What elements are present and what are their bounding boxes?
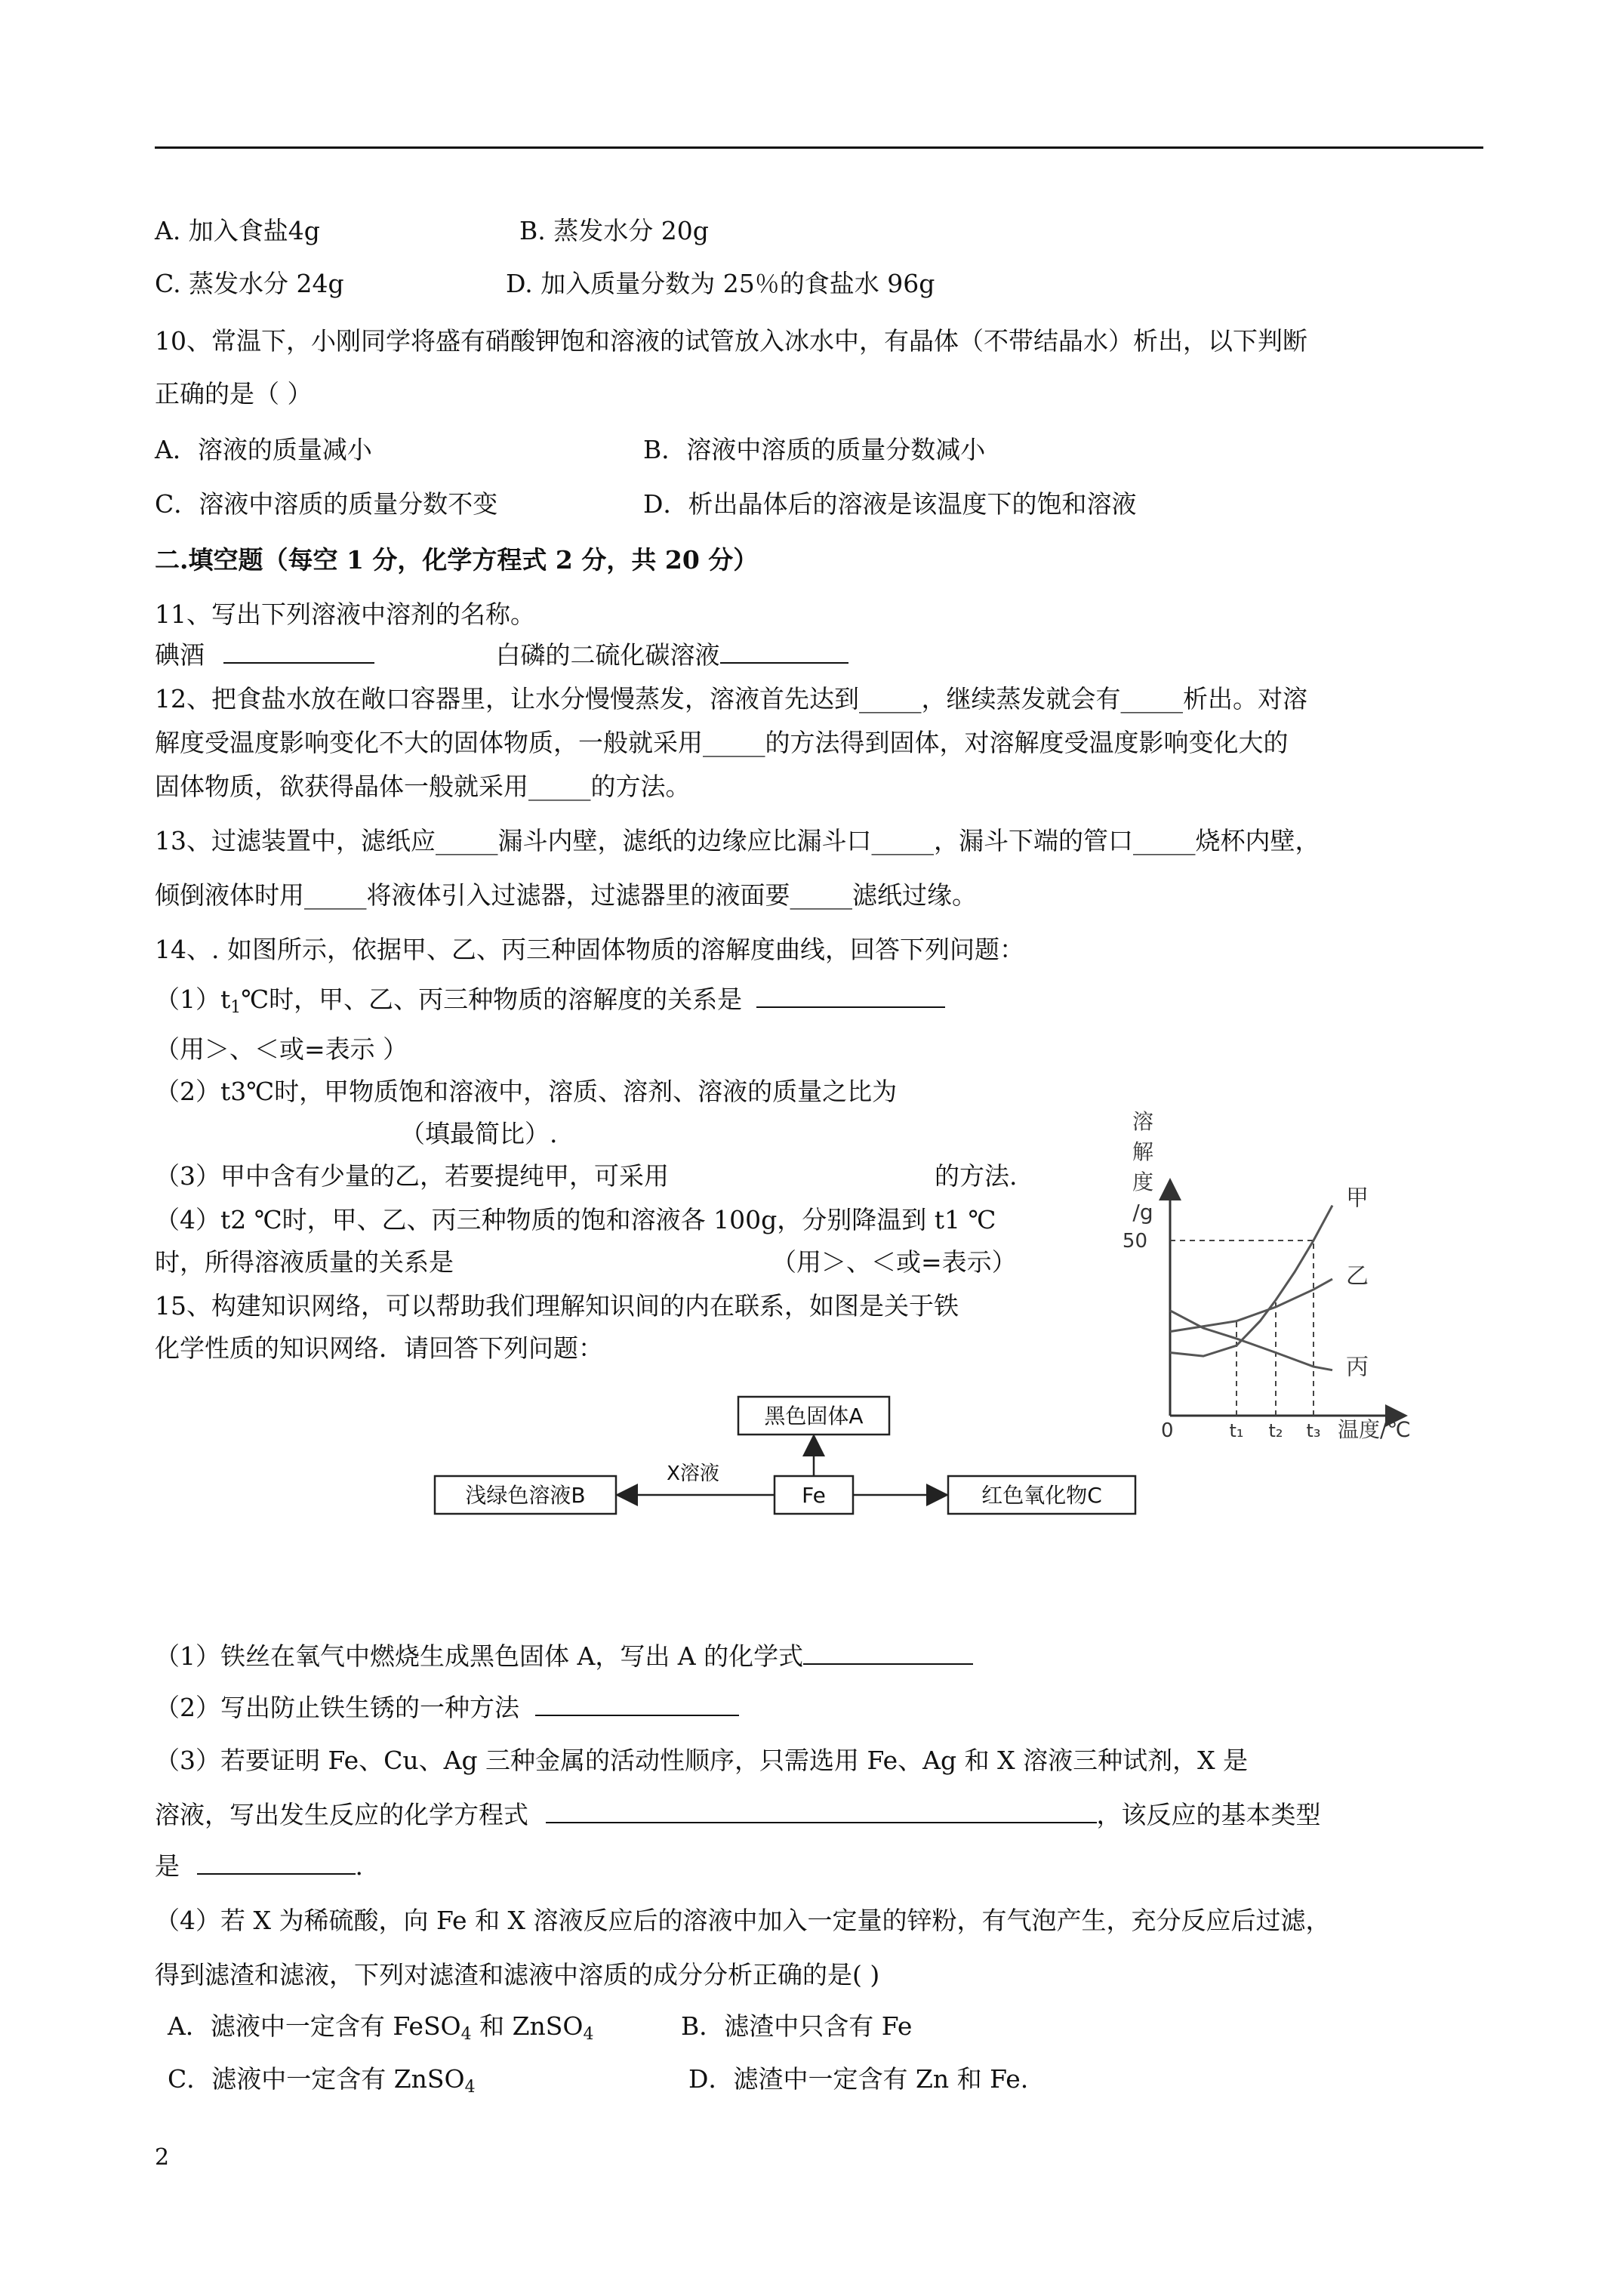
header-rule <box>155 146 1483 149</box>
q15-part3-period: . <box>355 1851 363 1881</box>
q10-option-a: A．溶液的质量减小 <box>155 435 372 464</box>
node-black-solid-a-label: 黑色固体A <box>764 1404 864 1428</box>
q15-part2 <box>155 1691 739 1724</box>
q13-line1: 13、过滤装置中，滤纸应_____漏斗内壁，滤纸的边缘应比漏斗口_____，漏斗下端的管口_____烧杯内壁， <box>155 826 1320 855</box>
node-fe-label: Fe <box>802 1483 826 1508</box>
q14-part1-text: ℃时，甲、乙、丙三种物质的溶解度的关系是 <box>241 985 743 1014</box>
q14-part1 <box>155 983 945 1025</box>
q15-option-a-sub1: 4 <box>460 2025 472 2044</box>
q11-blank1 <box>223 639 374 664</box>
y-axis-label <box>1132 1109 1153 1225</box>
q15-line1: 15、构建知识网络，可以帮助我们理解知识间的内在联系，如图是关于铁 <box>155 1291 959 1321</box>
iron-network-diagram <box>430 1389 1155 1533</box>
q15-part1-text: （1）铁丝在氧气中燃烧生成黑色固体 A，写出 A 的化学式 <box>155 1641 804 1671</box>
q14-part1-subscript: 1 <box>230 998 242 1017</box>
q12-line2: 解度受温度影响变化不大的固体物质，一般就采用_____的方法得到固体，对溶解度受温度影响变化大的 <box>155 728 1289 757</box>
q15-part3-type-text: ，该反应的基本类型 <box>1096 1800 1321 1829</box>
q15-option-a-sub2: 4 <box>583 2025 594 2044</box>
q11-stem: 11、写出下列溶液中溶剂的名称。 <box>155 599 535 629</box>
q15-part3-type-blank <box>197 1851 356 1875</box>
q14-part2: （2）t3℃时，甲物质饱和溶液中，溶质、溶剂、溶液的质量之比为 <box>155 1077 898 1106</box>
q14-part3-a: （3）甲中含有少量的乙，若要提纯甲，可采用 <box>155 1161 669 1191</box>
q11-item2: 白磷的二硫化碳溶液 <box>495 640 720 670</box>
x-tick-label: t₂ <box>1268 1420 1283 1441</box>
y-axis-label-char: /g <box>1132 1200 1153 1225</box>
q9-option-c: C. 蒸发水分 24g <box>155 269 344 298</box>
q11-item1: 碘酒 <box>155 640 205 670</box>
q14-part4-line1: （4）t2 ℃时，甲、乙、丙三种物质的饱和溶液各 100g，分别降温到 t1 ℃ <box>155 1205 996 1234</box>
node-light-green-solution-b-label: 浅绿色溶液B <box>465 1483 586 1508</box>
q15-option-c-sub: 4 <box>464 2078 476 2097</box>
q11-blank2 <box>720 639 848 664</box>
arrow-label-x-solution: X溶液 <box>667 1462 719 1485</box>
q15-option-a-text2: 和 ZnSO <box>471 2011 584 2041</box>
q15-part4-line2: 得到滤渣和滤液，下列对滤渣和滤液中溶质的成分分析正确的是( ) <box>155 1960 880 1989</box>
q14-part3-b: 的方法. <box>935 1161 1018 1191</box>
x-axis-label: 温度/℃ <box>1338 1417 1411 1442</box>
section2-title: 二.填空题（每空 1 分，化学方程式 2 分，共 20 分） <box>155 545 759 575</box>
series-label-2: 乙 <box>1346 1263 1369 1290</box>
q15-option-c <box>168 2063 476 2104</box>
q9-option-d: D. 加入质量分数为 25％的食盐水 96g <box>506 269 935 298</box>
series-label-3: 丙 <box>1346 1354 1369 1381</box>
q10-option-b: B．溶液中溶质的质量分数减小 <box>643 435 986 464</box>
x-tick-label: t₁ <box>1229 1420 1244 1441</box>
q9-option-b: B. 蒸发水分 20g <box>519 216 709 245</box>
q9-option-a: A. 加入食盐4g <box>155 216 320 245</box>
q14-part2-note: （填最简比）. <box>400 1119 558 1148</box>
x-tick-label: t₃ <box>1306 1420 1321 1441</box>
y-tick-label-50: 50 <box>1122 1230 1147 1253</box>
q15-option-b: B．滤渣中只含有 Fe <box>681 2011 913 2041</box>
series-curve-3 <box>1170 1311 1332 1370</box>
q15-option-a <box>168 2010 593 2051</box>
q14-part1-lead: （1）t <box>155 985 231 1014</box>
q15-part3-line2 <box>155 1798 1321 1832</box>
q10-stem-line1: 10、常温下，小刚同学将盛有硝酸钾饱和溶液的试管放入冰水中，有晶体（不带结晶水）析出，以下判断 <box>155 326 1307 356</box>
y-axis-label-char: 度 <box>1132 1170 1154 1194</box>
q14-part4-line2b: （用＞、＜或=表示） <box>771 1247 1017 1277</box>
q15-part2-blank <box>535 1692 739 1716</box>
origin-label: 0 <box>1161 1419 1174 1442</box>
q15-option-c-text: C．滤液中一定含有 ZnSO <box>168 2064 465 2094</box>
q15-part3-line3 <box>155 1850 363 1883</box>
q15-part1 <box>155 1640 973 1673</box>
q13-line2: 倾倒液体时用_____将液体引入过滤器，过滤器里的液面要_____滤纸过缘。 <box>155 880 977 910</box>
q15-part2-text: （2）写出防止铁生锈的一种方法 <box>155 1693 519 1722</box>
node-red-oxide-c-label: 红色氧化物C <box>981 1483 1102 1508</box>
y-axis-label-char: 溶 <box>1132 1109 1154 1134</box>
q15-part4-line1: （4）若 X 为稀硫酸，向 Fe 和 X 溶液反应后的溶液中加入一定量的锌粉，有气泡产生，充分反应后过滤， <box>155 1906 1331 1935</box>
q15-part1-blank <box>803 1641 973 1665</box>
q14-stem: 14、. 如图所示，依据甲、乙、丙三种固体物质的溶解度曲线，回答下列问题： <box>155 935 1024 964</box>
q11-items <box>155 639 848 672</box>
q10-option-d: D．析出晶体后的溶液是该温度下的饱和溶液 <box>643 489 1137 519</box>
q12-line1: 12、把食盐水放在敞口容器里，让水分慢慢蒸发，溶液首先达到_____，继续蒸发就会有_____析出。对溶 <box>155 684 1307 713</box>
q14-part4-line2a: 时，所得溶液质量的关系是 <box>155 1247 454 1277</box>
q15-part3-text: 溶液，写出发生反应的化学方程式 <box>155 1800 528 1829</box>
series-curve-1 <box>1170 1206 1332 1357</box>
q15-option-a-text1: A．滤液中一定含有 FeSO <box>168 2011 461 2041</box>
q15-part3-is: 是 <box>155 1851 180 1881</box>
page-number: 2 <box>155 2144 170 2171</box>
q14-part1-blank <box>756 984 945 1008</box>
y-axis-label-char: 解 <box>1132 1139 1154 1164</box>
q15-part3-equation-blank <box>546 1799 1097 1823</box>
chart-marks <box>1123 1185 1369 1441</box>
q10-option-c: C．溶液中溶质的质量分数不变 <box>155 489 498 519</box>
q15-line2: 化学性质的知识网络．请回答下列问题： <box>155 1333 603 1363</box>
q15-option-d: D．滤渣中一定含有 Zn 和 Fe. <box>688 2064 1029 2094</box>
series-label-1: 甲 <box>1346 1185 1369 1212</box>
q12-line3: 固体物质，欲获得晶体一般就采用_____的方法。 <box>155 772 691 801</box>
q14-part1-note: （用＞、＜或=表示 ） <box>155 1034 408 1064</box>
q15-part3-line1: （3）若要证明 Fe、Cu、Ag 三种金属的活动性顺序，只需选用 Fe、Ag 和 X 溶液三种试剂，X 是 <box>155 1746 1249 1775</box>
q10-stem-line2: 正确的是（ ） <box>155 379 313 408</box>
